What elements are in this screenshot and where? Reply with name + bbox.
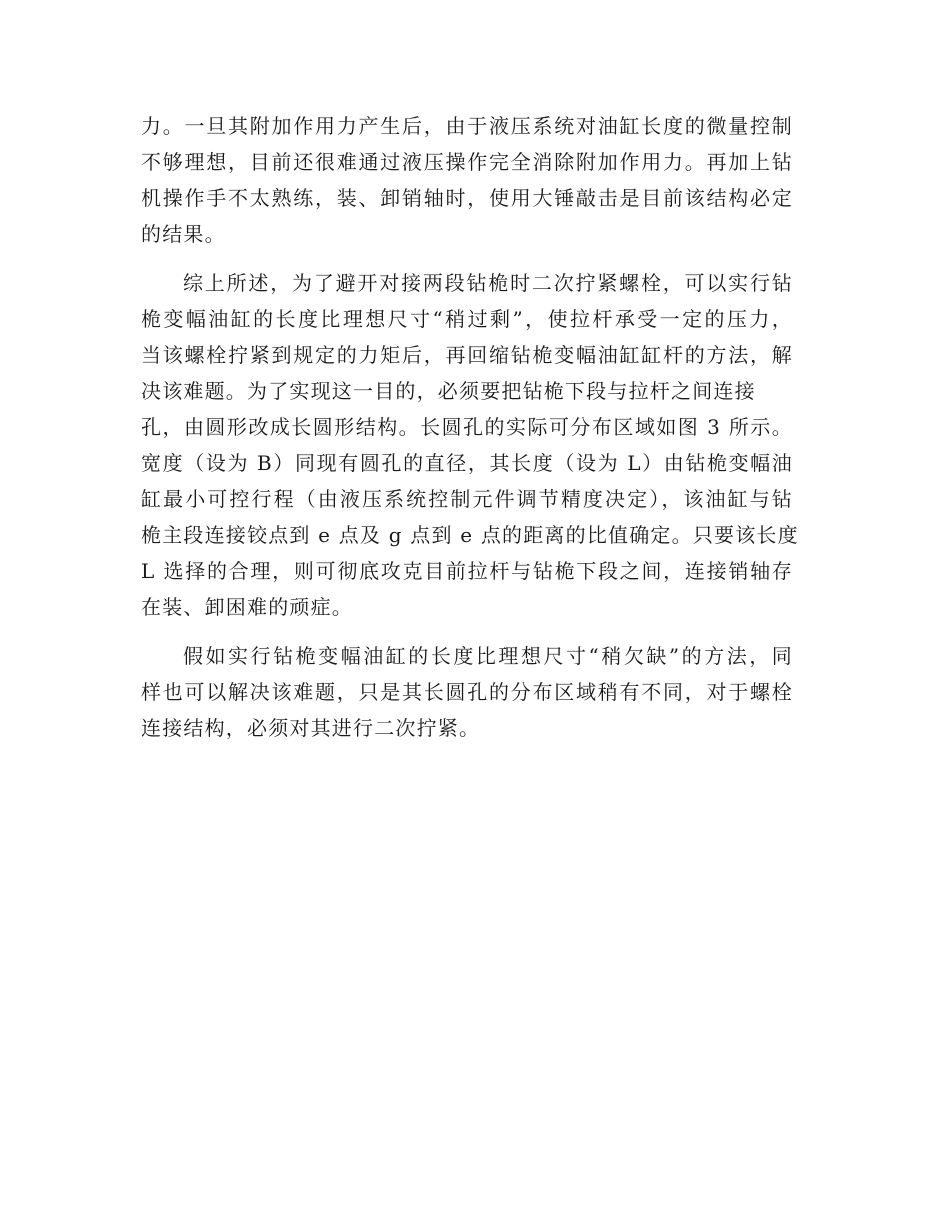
text-line: 机操作手不太熟练，装、卸销轴时，使用大锤敲击是目前该结构必定	[141, 186, 793, 210]
text-line: 的结果。	[141, 222, 226, 246]
text-line: 在装、卸困难的顽症。	[141, 595, 353, 619]
text-line: 桅变幅油缸的长度比理想尺寸“稍过剩”，使拉杆承受一定的压力，	[141, 307, 793, 331]
text-line: L 选择的合理，则可彻底攻克目前拉杆与钻桅下段之间，连接销轴存	[141, 559, 793, 583]
paragraph-1	[141, 108, 793, 252]
paragraph-2	[141, 265, 799, 625]
text-line: 样也可以解决该难题，只是其长圆孔的分布区域稍有不同，对于螺栓	[141, 680, 793, 704]
paragraph-3	[141, 638, 793, 746]
text-line: 宽度（设为 B）同现有圆孔的直径，其长度（设为 L）由钻桅变幅油	[141, 451, 793, 475]
text-line: 假如实行钻桅变幅油缸的长度比理想尺寸“稍欠缺”的方法，同	[183, 644, 793, 668]
text-line: 连接结构，必须对其进行二次拧紧。	[141, 716, 481, 740]
text-line: 综上所述，为了避开对接两段钻桅时二次拧紧螺栓，可以实行钻	[183, 271, 793, 295]
text-line: 孔，由圆形改成长圆形结构。长圆孔的实际可分布区域如图 3 所示。	[141, 415, 793, 439]
text-line: 当该螺栓拧紧到规定的力矩后，再回缩钻桅变幅油缸缸杆的方法，解	[141, 343, 793, 367]
text-line: 力。一旦其附加作用力产生后，由于液压系统对油缸长度的微量控制	[141, 114, 793, 138]
text-line: 桅主段连接铰点到 e 点及 g 点到 e 点的距离的比值确定。只要该长度	[141, 523, 799, 547]
text-line: 缸最小可控行程（由液压系统控制元件调节精度决定），该油缸与钻	[141, 487, 793, 511]
text-line: 不够理想，目前还很难通过液压操作完全消除附加作用力。再加上钻	[141, 150, 793, 174]
text-line: 决该难题。为了实现这一目的，必须要把钻桅下段与拉杆之间连接	[141, 379, 756, 403]
document-body	[141, 108, 799, 759]
